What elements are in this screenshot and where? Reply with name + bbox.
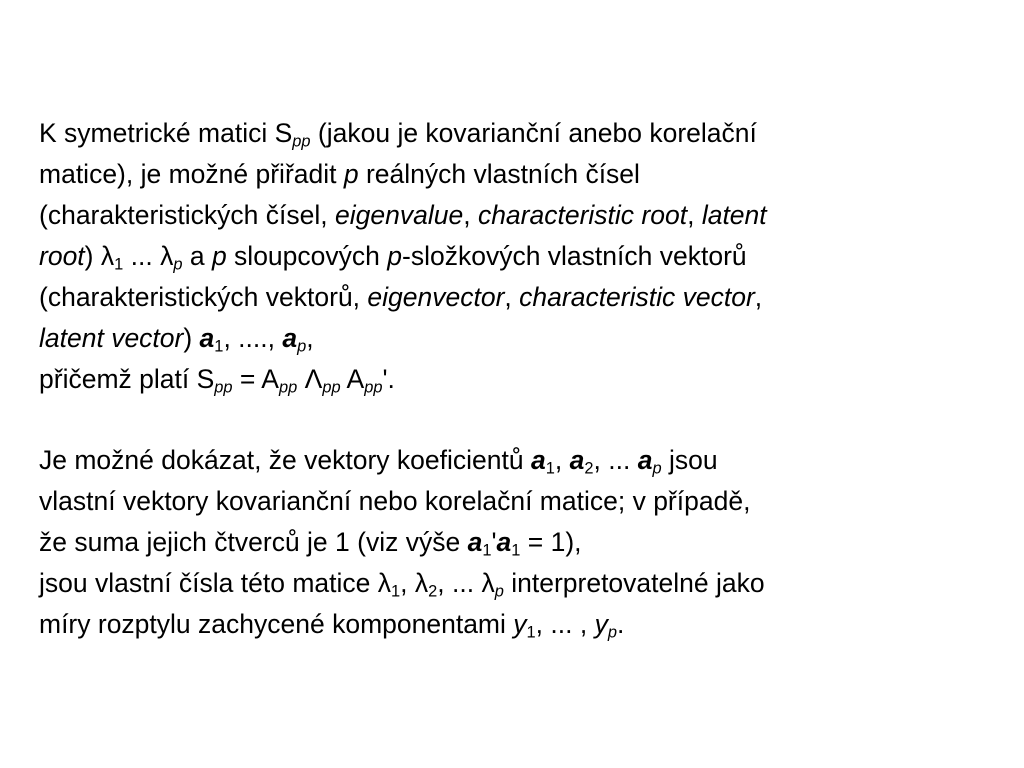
variable-p: p — [343, 159, 359, 189]
subscript: p — [173, 255, 183, 274]
vector-a: a — [496, 527, 512, 557]
variable-y: y — [513, 609, 527, 639]
paragraph-decomposition — [39, 359, 989, 400]
paragraph-eigen-definition — [39, 113, 989, 359]
vector-a: a — [282, 323, 298, 353]
text-line: matice), je možné přiřadit p reálných vlastních čísel — [39, 159, 640, 189]
text-line: že suma jejich čtverců je 1 (viz výše $a_1'a_1 = 1$), — [39, 527, 582, 560]
text-line: (charakteristických vektorů, eigenvector, characteristic vector, — [39, 282, 763, 312]
term-root: root — [39, 241, 85, 271]
subscript: pp — [214, 378, 233, 397]
subscript: pp — [322, 378, 341, 397]
vector-a: a — [199, 323, 215, 353]
term-eigenvalue: eigenvalue — [335, 200, 464, 230]
subscript: 1 — [391, 582, 401, 601]
term-latent: latent — [701, 200, 767, 230]
subscript: p — [652, 459, 662, 478]
subscript: pp — [364, 378, 383, 397]
vector-a: a — [569, 445, 585, 475]
variable-p: p — [211, 241, 227, 271]
text-line: latent vector) $a_1$, ...., $a_p$, — [39, 323, 314, 356]
subscript: 1 — [545, 459, 555, 478]
term-eigenvector: eigenvector — [367, 282, 505, 312]
text-line: jsou vlastní čísla této matice $\lambda_1$, $\lambda_2$, ... $\lambda_p$ interpretovatelné jako — [39, 568, 765, 601]
text-line: Je možné dokázat, že vektory koeficientů $a_1$, $a_2$, ... $a_p$ jsou — [39, 445, 718, 478]
term-characteristic-root: characteristic root — [477, 200, 688, 230]
subscript: p — [607, 623, 617, 642]
vector-a: a — [467, 527, 483, 557]
variable-y: y — [594, 609, 608, 639]
term-characteristic-vector: characteristic vector — [519, 282, 755, 312]
subscript: 2 — [584, 459, 594, 478]
subscript: p — [297, 337, 307, 356]
text-line: K symetrické matici $S_{pp}$ (jakou je kovarianční anebo korelační — [39, 118, 757, 151]
vector-a: a — [637, 445, 653, 475]
subscript: 1 — [482, 541, 492, 560]
text-line: míry rozptylu zachycené komponentami $y_1$, ... , $y_p$. — [39, 609, 625, 642]
text-line: přičemž platí $S_{pp} = A_{pp}$ $\Lambda_{pp}$ $A_{pp}'$. — [39, 364, 395, 397]
subscript: 1 — [114, 255, 124, 274]
paragraph-interpretation — [39, 440, 989, 645]
text-line: (charakteristických čísel, eigenvalue, characteristic root, latent — [39, 200, 767, 230]
subscript: 1 — [511, 541, 521, 560]
subscript: 1 — [214, 337, 224, 356]
subscript: pp — [292, 132, 311, 151]
subscript: p — [494, 582, 504, 601]
slide-content — [39, 113, 989, 645]
text-line: vlastní vektory kovarianční nebo korelační matice; v případě, — [39, 486, 751, 516]
text-line: root) $\lambda_1$ ... $\lambda_p$ a p sloupcových p-složkových vlastních vektorů — [39, 241, 747, 274]
subscript: 1 — [526, 623, 536, 642]
subscript: pp — [278, 378, 298, 397]
term-latent-vector: latent vector — [39, 323, 184, 353]
variable-p: p — [387, 241, 402, 271]
subscript: 2 — [428, 582, 438, 601]
vector-a: a — [530, 445, 546, 475]
